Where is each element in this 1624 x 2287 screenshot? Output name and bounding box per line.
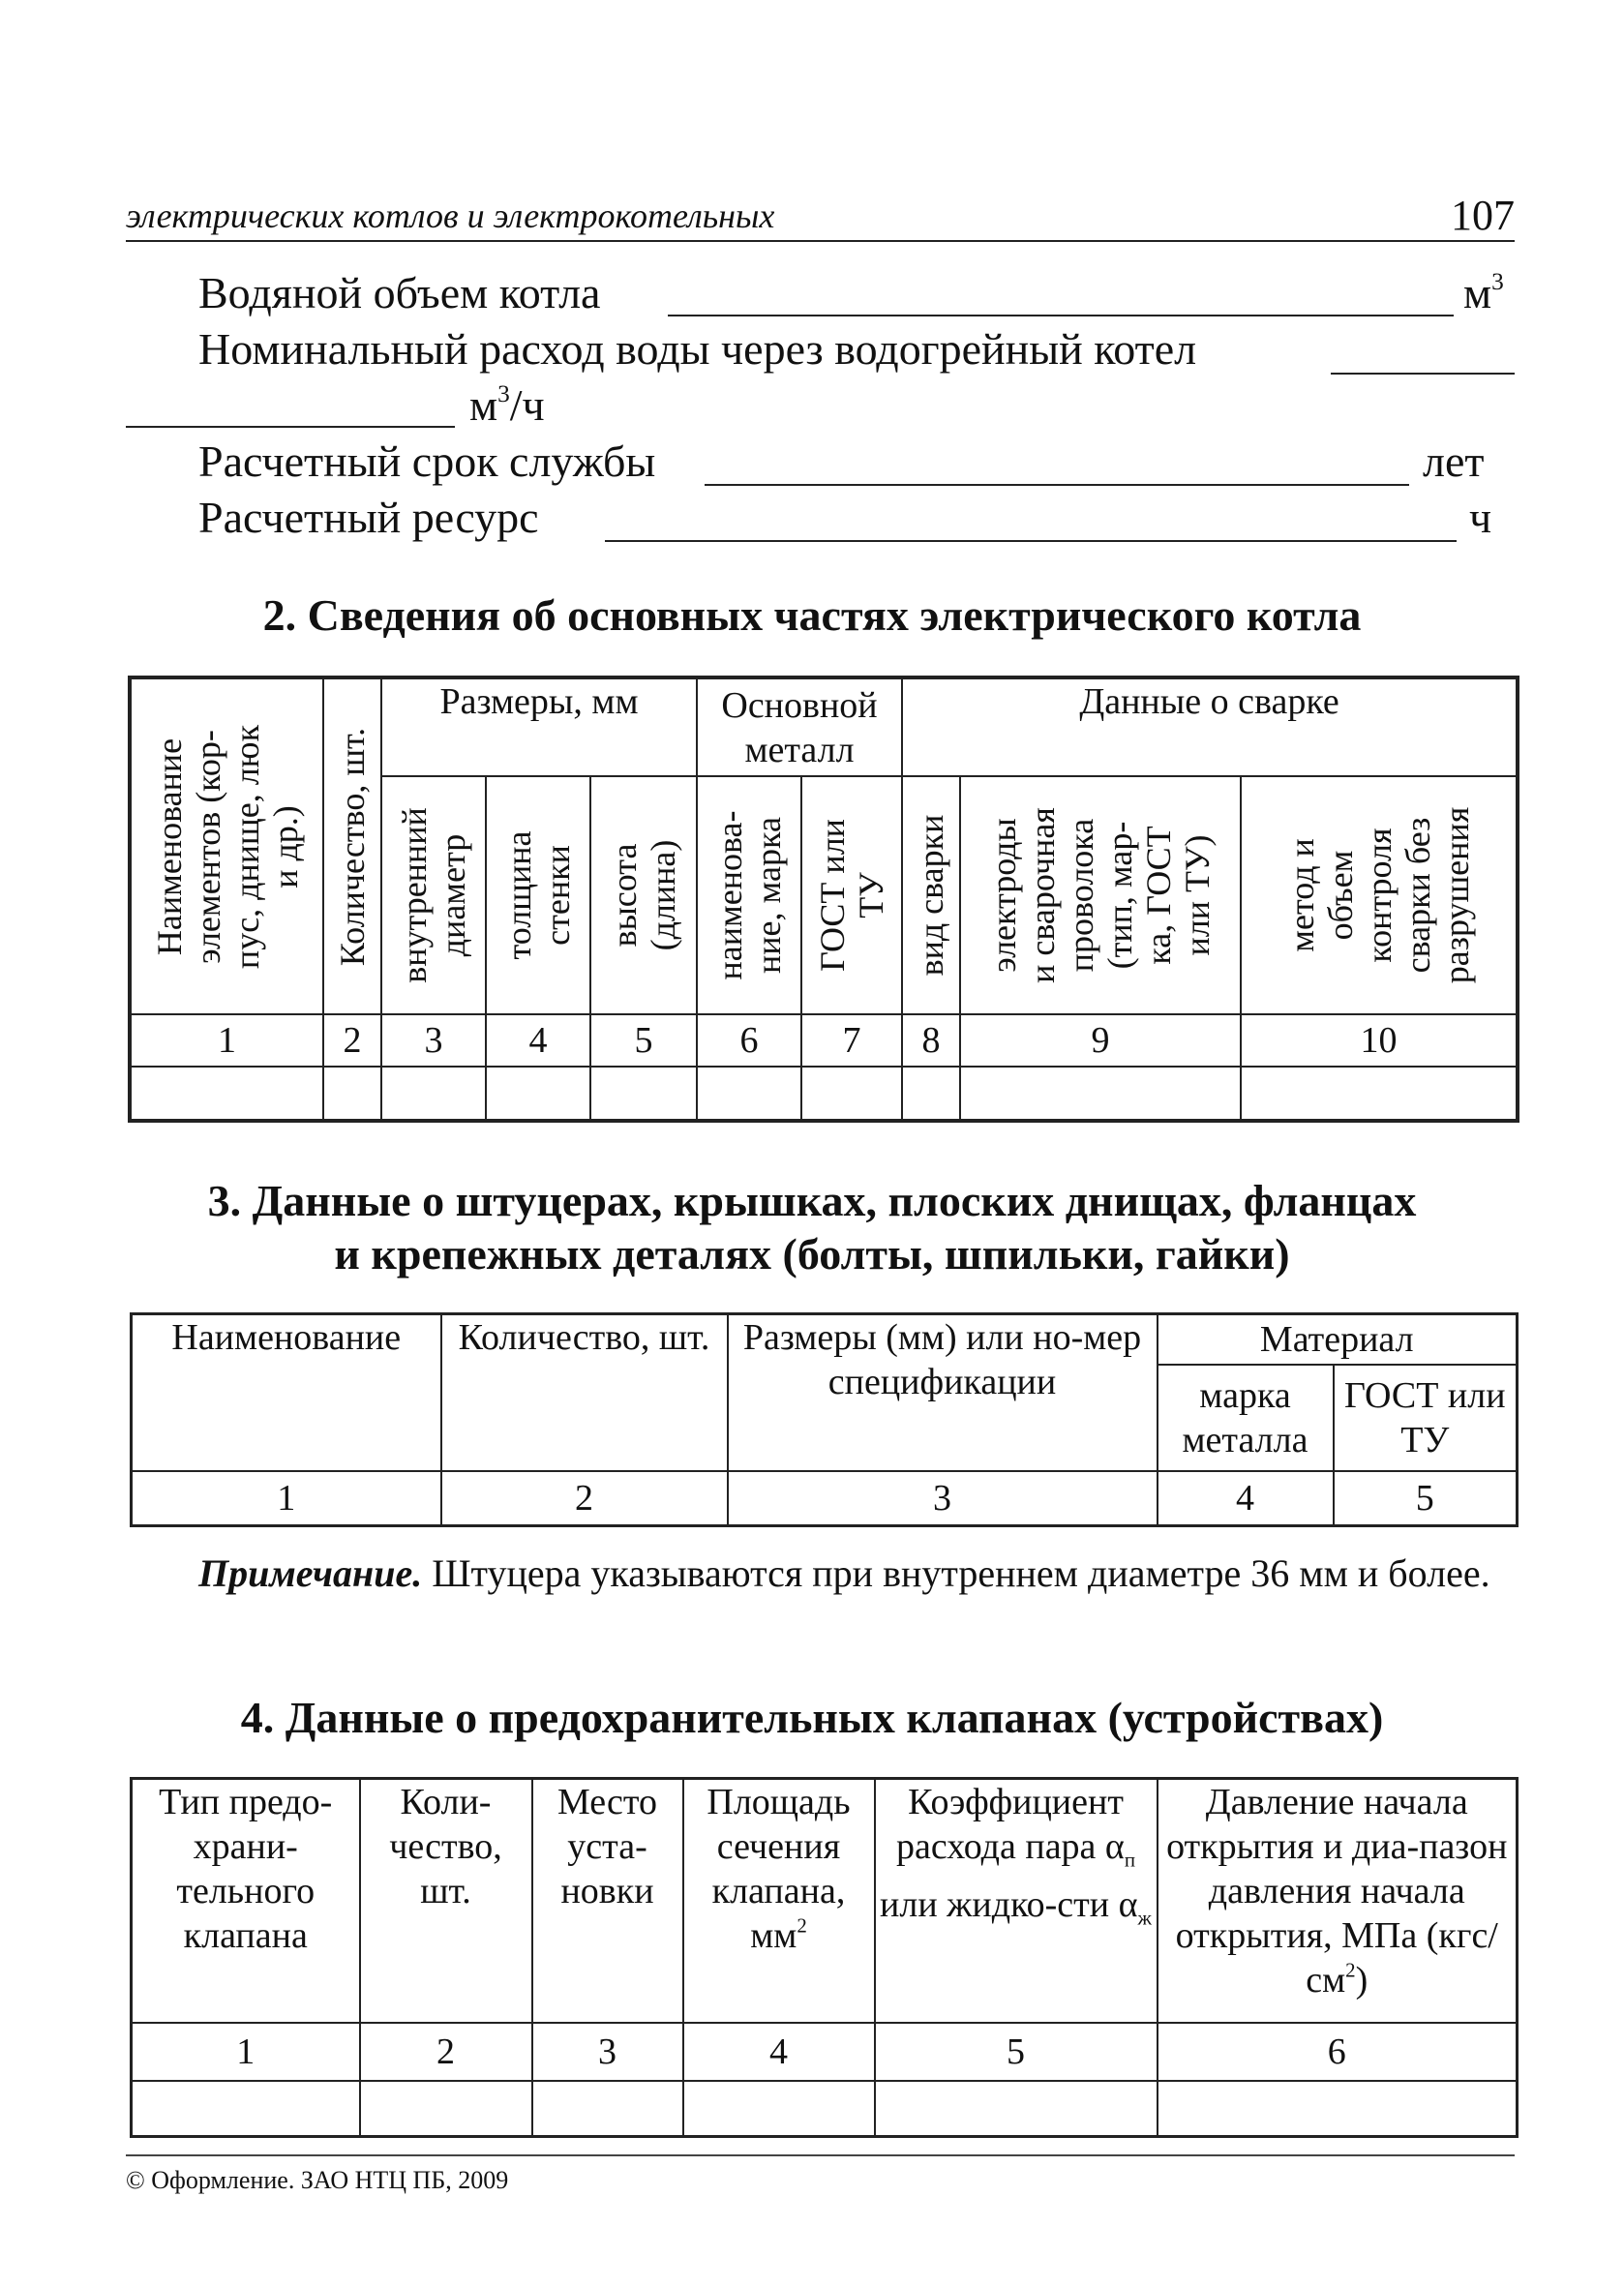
col-quantity: Количество, шт.	[323, 677, 381, 1014]
table-cell-empty[interactable]	[323, 1067, 381, 1121]
col-gost: ГОСТ или ТУ	[1334, 1365, 1518, 1472]
column-number: 5	[875, 2023, 1158, 2081]
water-volume-field[interactable]	[668, 315, 1454, 316]
note-text: Штуцера указываются при внутреннем диаметре 36 мм и более.	[422, 1551, 1490, 1595]
col-weld-control: метод и объем контроля сварки без разрушения	[1241, 776, 1518, 1014]
col-quantity: Коли-чество, шт.	[360, 1779, 532, 2023]
resource-unit: ч	[1469, 493, 1492, 542]
fittings-table	[130, 1312, 1519, 1527]
footer-divider	[126, 2154, 1515, 2156]
column-number: 4	[683, 2023, 875, 2081]
table-cell-empty[interactable]	[486, 1067, 590, 1121]
running-title: электрических котлов и электрокотельных	[126, 196, 775, 235]
table-cell-empty[interactable]	[697, 1067, 801, 1121]
column-number: 2	[323, 1014, 381, 1067]
column-number: 3	[381, 1014, 486, 1067]
footer-copyright: © Оформление. ЗАО НТЦ ПБ, 2009	[126, 2166, 509, 2194]
table-row	[132, 1471, 1518, 1525]
table-cell-empty[interactable]	[960, 1067, 1241, 1121]
table-cell-empty[interactable]	[683, 2081, 875, 2137]
col-metal-gost: ГОСТ или ТУ	[801, 776, 902, 1014]
col-quantity: Количество, шт.	[441, 1314, 728, 1472]
col-weld-type: вид сварки	[902, 776, 960, 1014]
column-number: 1	[130, 1014, 323, 1067]
col-sizes: Размеры (мм) или но-мер спецификации	[728, 1314, 1158, 1472]
col-metal-grade: марка металла	[1158, 1365, 1334, 1472]
table-cell-empty[interactable]	[130, 1067, 323, 1121]
service-life-field[interactable]	[705, 484, 1409, 486]
col-install-place: Место уста-новки	[532, 1779, 683, 2023]
column-number: 6	[697, 1014, 801, 1067]
water-flow-field-1[interactable]	[1331, 373, 1515, 375]
column-number: 4	[1158, 1471, 1334, 1525]
col-flow-coefficient: Коэффициент расхода пара $\alpha_п$ или жидко-сти $\alpha_ж$	[875, 1779, 1158, 2023]
column-number: 10	[1241, 1014, 1518, 1067]
col-group-sizes: Размеры, мм	[381, 677, 697, 776]
column-number: 5	[1334, 1471, 1518, 1525]
column-number: 4	[486, 1014, 590, 1067]
section4-title: 4. Данные о предохранительных клапанах (устройствах)	[240, 1693, 1384, 1742]
col-name: Наименование	[132, 1314, 441, 1472]
col-height: высота (длина)	[590, 776, 697, 1014]
section2-title: 2. Сведения об основных частях электрического котла	[262, 590, 1362, 640]
water-volume-unit: $м^3$	[1463, 268, 1504, 317]
parts-table	[128, 676, 1519, 1123]
col-element-name: Наименование элементов (кор- пус, днище, люк и др.)	[130, 677, 323, 1014]
table-row	[132, 2081, 1518, 2137]
col-section-area: Площадь сечения клапана, $мм^2$	[683, 1779, 875, 2023]
table-cell-empty[interactable]	[381, 1067, 486, 1121]
col-group-metal: Основной металл	[697, 677, 902, 776]
table-cell-empty[interactable]	[1158, 2081, 1518, 2137]
section3-note	[126, 1549, 1516, 1599]
table-cell-empty[interactable]	[590, 1067, 697, 1121]
col-opening-pressure: Давление начала открытия и диа-пазон давления начала открытия, МПа $(кгс/см^2)$	[1158, 1779, 1518, 2023]
table-cell-empty[interactable]	[801, 1067, 902, 1121]
table-cell-empty[interactable]	[360, 2081, 532, 2137]
col-group-material: Материал	[1158, 1314, 1518, 1365]
column-number: 5	[590, 1014, 697, 1067]
water-flow-label: Номинальный расход воды через водогрейный котел	[198, 324, 1197, 374]
column-number: 2	[360, 2023, 532, 2081]
note-label: Примечание.	[198, 1551, 423, 1595]
table-cell-empty[interactable]	[1241, 1067, 1518, 1121]
col-metal-name: наименова- ние, марка	[697, 776, 801, 1014]
service-life-label: Расчетный срок службы	[198, 436, 656, 486]
table-row	[132, 2023, 1518, 2081]
column-number: 1	[132, 1471, 441, 1525]
service-life-unit: лет	[1423, 436, 1485, 486]
column-number: 2	[441, 1471, 728, 1525]
col-electrodes: электроды и сварочная проволока (тип, мар- ка, ГОСТ или ТУ)	[960, 776, 1241, 1014]
col-valve-type: Тип предо-храни-тельного клапана	[132, 1779, 360, 2023]
col-inner-diameter: внутренний диаметр	[381, 776, 486, 1014]
table-cell-empty[interactable]	[132, 2081, 360, 2137]
section3-title-line2: и крепежных деталях (болты, шпильки, гайки)	[334, 1229, 1290, 1279]
table-cell-empty[interactable]	[532, 2081, 683, 2137]
table-row	[130, 1014, 1518, 1067]
water-flow-field-2[interactable]	[126, 426, 455, 428]
column-number: 1	[132, 2023, 360, 2081]
column-number: 3	[728, 1471, 1158, 1525]
water-volume-label: Водяной объем котла	[198, 268, 601, 317]
valves-table	[130, 1777, 1519, 2138]
resource-label: Расчетный ресурс	[198, 493, 539, 542]
resource-field[interactable]	[605, 540, 1457, 542]
page-number: 107	[1451, 192, 1515, 239]
column-number: 9	[960, 1014, 1241, 1067]
column-number: 3	[532, 2023, 683, 2081]
table-row	[130, 1067, 1518, 1121]
col-wall-thickness: толщина стенки	[486, 776, 590, 1014]
table-cell-empty[interactable]	[902, 1067, 960, 1121]
table-cell-empty[interactable]	[875, 2081, 1158, 2137]
running-header	[126, 192, 1515, 242]
water-flow-unit: $м^3/ч$	[469, 380, 545, 430]
section3-title-line1: 3. Данные о штуцерах, крышках, плоских днищах, фланцах	[207, 1176, 1417, 1225]
column-number: 6	[1158, 2023, 1518, 2081]
column-number: 7	[801, 1014, 902, 1067]
col-group-weld: Данные о сварке	[902, 677, 1518, 776]
column-number: 8	[902, 1014, 960, 1067]
